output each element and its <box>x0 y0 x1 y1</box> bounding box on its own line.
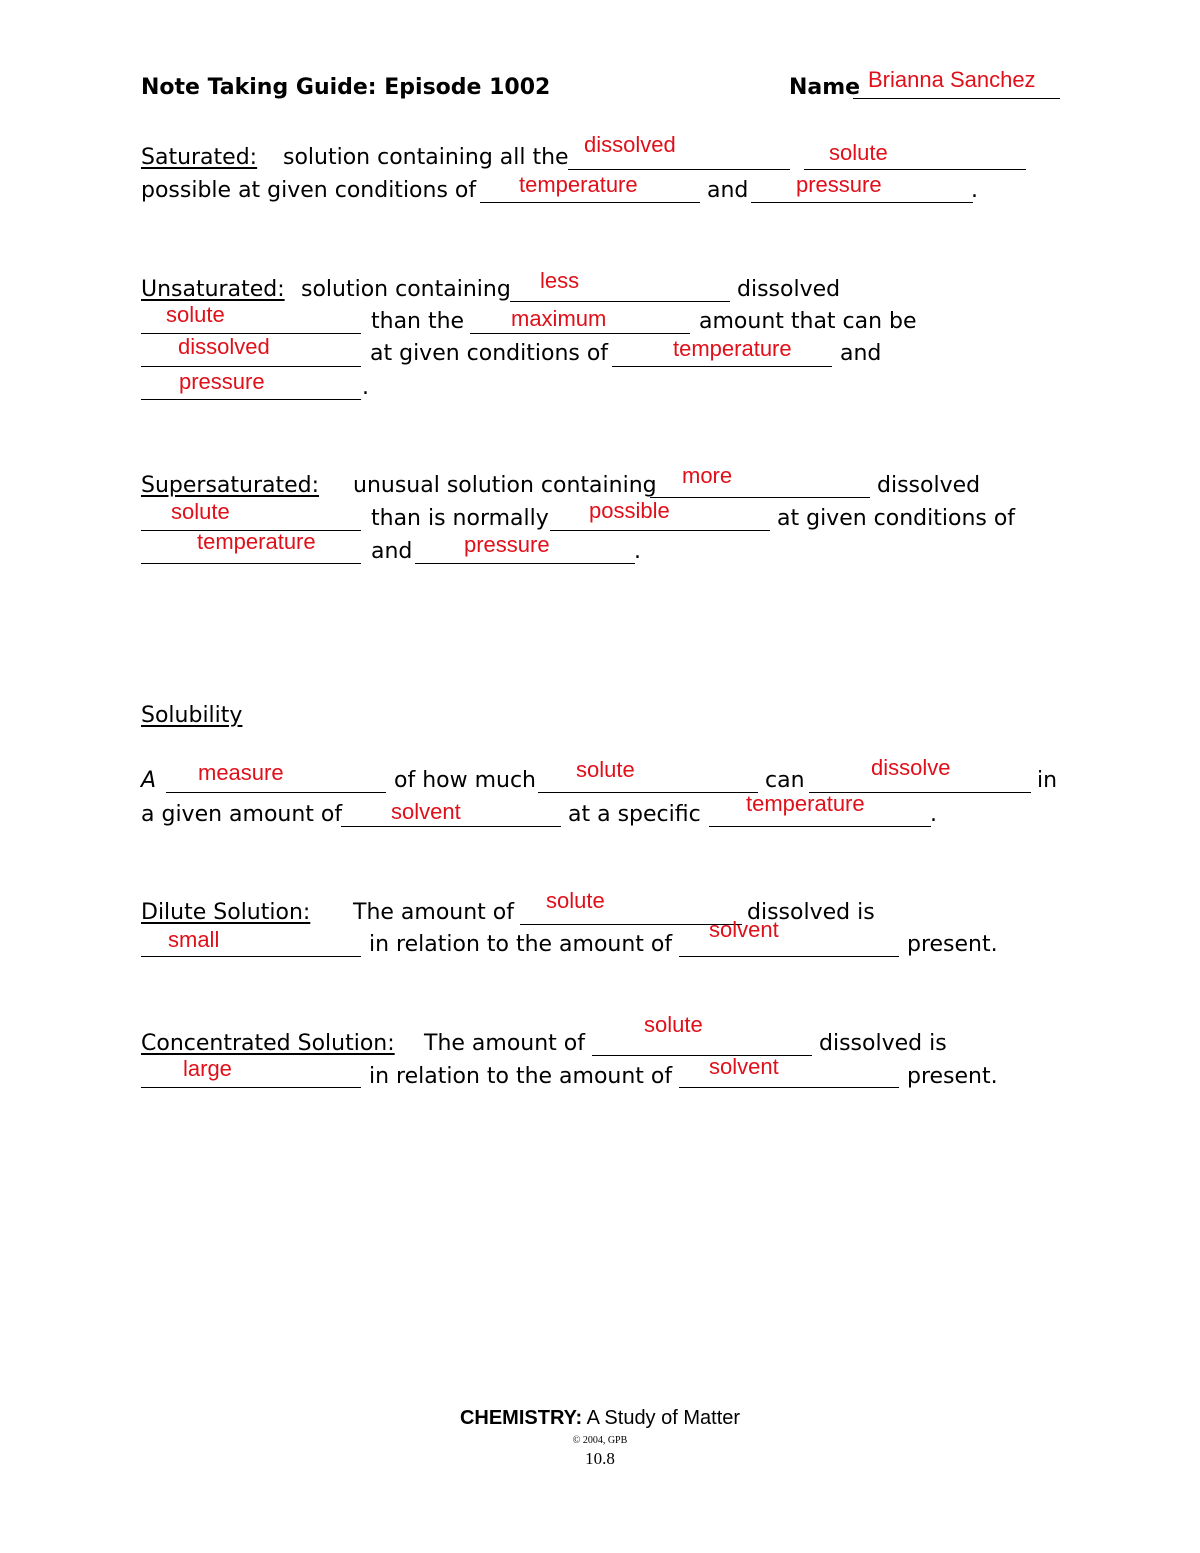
solubility-answer-3: dissolve <box>871 755 951 780</box>
unsaturated-text-3: than the <box>371 309 465 334</box>
unsaturated-text-1: solution containing <box>301 277 511 302</box>
dilute-answer-1: solute <box>546 888 605 913</box>
page-number: 10.8 <box>585 1449 615 1468</box>
saturated-blank-4[interactable] <box>751 202 973 203</box>
solubility-text-1: A <box>141 768 157 793</box>
concentrated-blank-2[interactable] <box>141 1087 361 1088</box>
concentrated-answer-2: large <box>183 1056 232 1081</box>
supersaturated-answer-4: temperature <box>197 529 316 554</box>
saturated-answer-4: pressure <box>796 172 882 197</box>
dilute-blank-2[interactable] <box>141 956 361 957</box>
saturated-text-3: and <box>707 178 749 203</box>
supersaturated-blank-5[interactable] <box>415 563 635 564</box>
supersaturated-text-5: and <box>371 539 413 564</box>
name-blank[interactable] <box>853 98 1060 99</box>
saturated-blank-2[interactable] <box>804 169 1026 170</box>
unsaturated-term: Unsaturated: <box>141 277 285 302</box>
unsaturated-text-5: at given conditions of <box>370 341 609 366</box>
supersaturated-answer-1: more <box>682 463 733 488</box>
concentrated-term: Concentrated Solution: <box>141 1031 395 1056</box>
solubility-text-7: . <box>930 802 937 827</box>
concentrated-text-4: present. <box>907 1064 998 1089</box>
supersaturated-blank-1[interactable] <box>650 497 870 498</box>
solubility-text-5: a given amount of <box>141 802 343 827</box>
unsaturated-answer-4: dissolved <box>178 334 270 359</box>
unsaturated-blank-1[interactable] <box>510 301 730 302</box>
solubility-term: Solubility <box>141 703 243 728</box>
unsaturated-answer-2: solute <box>166 302 225 327</box>
unsaturated-text-4: amount that can be <box>699 309 917 334</box>
unsaturated-blank-5[interactable] <box>612 366 832 367</box>
solubility-answer-5: temperature <box>746 791 865 816</box>
saturated-text-2: possible at given conditions of <box>141 178 477 203</box>
concentrated-text-1: The amount of <box>424 1031 585 1056</box>
solubility-text-3: can <box>765 768 805 793</box>
footer-title-rest: A Study of Matter <box>586 1407 741 1429</box>
concentrated-text-2: dissolved is <box>819 1031 947 1056</box>
dilute-term: Dilute Solution: <box>141 900 311 925</box>
supersaturated-answer-5: pressure <box>464 532 550 557</box>
concentrated-answer-1: solute <box>644 1012 703 1037</box>
solubility-blank-1[interactable] <box>166 792 386 793</box>
supersaturated-text-1: unusual solution containing <box>353 473 657 498</box>
supersaturated-blank-4[interactable] <box>141 563 361 564</box>
unsaturated-answer-3: maximum <box>511 306 607 331</box>
footer-copyright: © 2004, GPB <box>572 1435 628 1446</box>
concentrated-blank-1[interactable] <box>592 1055 812 1056</box>
supersaturated-text-6: . <box>634 539 641 564</box>
name-answer: Brianna Sanchez <box>868 67 1036 92</box>
supersaturated-text-2: dissolved <box>877 473 981 498</box>
solubility-text-2: of how much <box>394 768 537 793</box>
unsaturated-answer-1: less <box>540 268 580 293</box>
dilute-text-3: in relation to the amount of <box>369 932 673 957</box>
unsaturated-blank-4[interactable] <box>141 366 361 367</box>
unsaturated-blank-3[interactable] <box>470 333 690 334</box>
supersaturated-term: Supersaturated: <box>141 473 320 498</box>
dilute-answer-3: solvent <box>709 917 779 942</box>
solubility-blank-2[interactable] <box>538 792 758 793</box>
supersaturated-answer-2: solute <box>171 499 230 524</box>
saturated-answer-2: solute <box>829 140 888 165</box>
saturated-text-1: solution containing all the <box>283 145 569 170</box>
saturated-answer-3: temperature <box>519 172 638 197</box>
dilute-answer-2: small <box>168 927 220 952</box>
saturated-term: Saturated: <box>141 145 258 170</box>
concentrated-blank-3[interactable] <box>679 1087 899 1088</box>
unsaturated-text-6: and <box>840 341 882 366</box>
unsaturated-blank-6[interactable] <box>141 399 361 400</box>
solubility-blank-5[interactable] <box>709 826 931 827</box>
footer-title-bold: CHEMISTRY: <box>459 1407 583 1429</box>
solubility-blank-4[interactable] <box>341 826 561 827</box>
concentrated-text-3: in relation to the amount of <box>369 1064 673 1089</box>
unsaturated-text-7: . <box>362 375 369 400</box>
footer-title <box>0 1407 1200 1430</box>
dilute-text-4: present. <box>907 932 998 957</box>
solubility-answer-1: measure <box>198 760 284 785</box>
saturated-text-4: . <box>971 178 978 203</box>
concentrated-answer-3: solvent <box>709 1054 779 1079</box>
solubility-answer-4: solvent <box>391 799 461 824</box>
supersaturated-text-4: at given conditions of <box>777 506 1016 531</box>
dilute-blank-3[interactable] <box>679 956 899 957</box>
unsaturated-answer-6: pressure <box>179 369 265 394</box>
supersaturated-answer-3: possible <box>589 498 670 523</box>
unsaturated-text-2: dissolved <box>737 277 841 302</box>
saturated-blank-3[interactable] <box>480 202 700 203</box>
supersaturated-text-3: than is normally <box>371 506 549 531</box>
solubility-text-4: in <box>1037 768 1058 793</box>
saturated-answer-1: dissolved <box>584 132 676 157</box>
unsaturated-answer-5: temperature <box>673 336 792 361</box>
solubility-text-6: at a specific <box>568 802 701 827</box>
name-label: Name <box>789 75 861 100</box>
dilute-text-2: dissolved is <box>747 900 875 925</box>
dilute-text-1: The amount of <box>353 900 514 925</box>
solubility-answer-2: solute <box>576 757 635 782</box>
supersaturated-blank-3[interactable] <box>550 530 770 531</box>
saturated-blank-1[interactable] <box>568 169 790 170</box>
page-title: Note Taking Guide: Episode 1002 <box>141 75 551 100</box>
